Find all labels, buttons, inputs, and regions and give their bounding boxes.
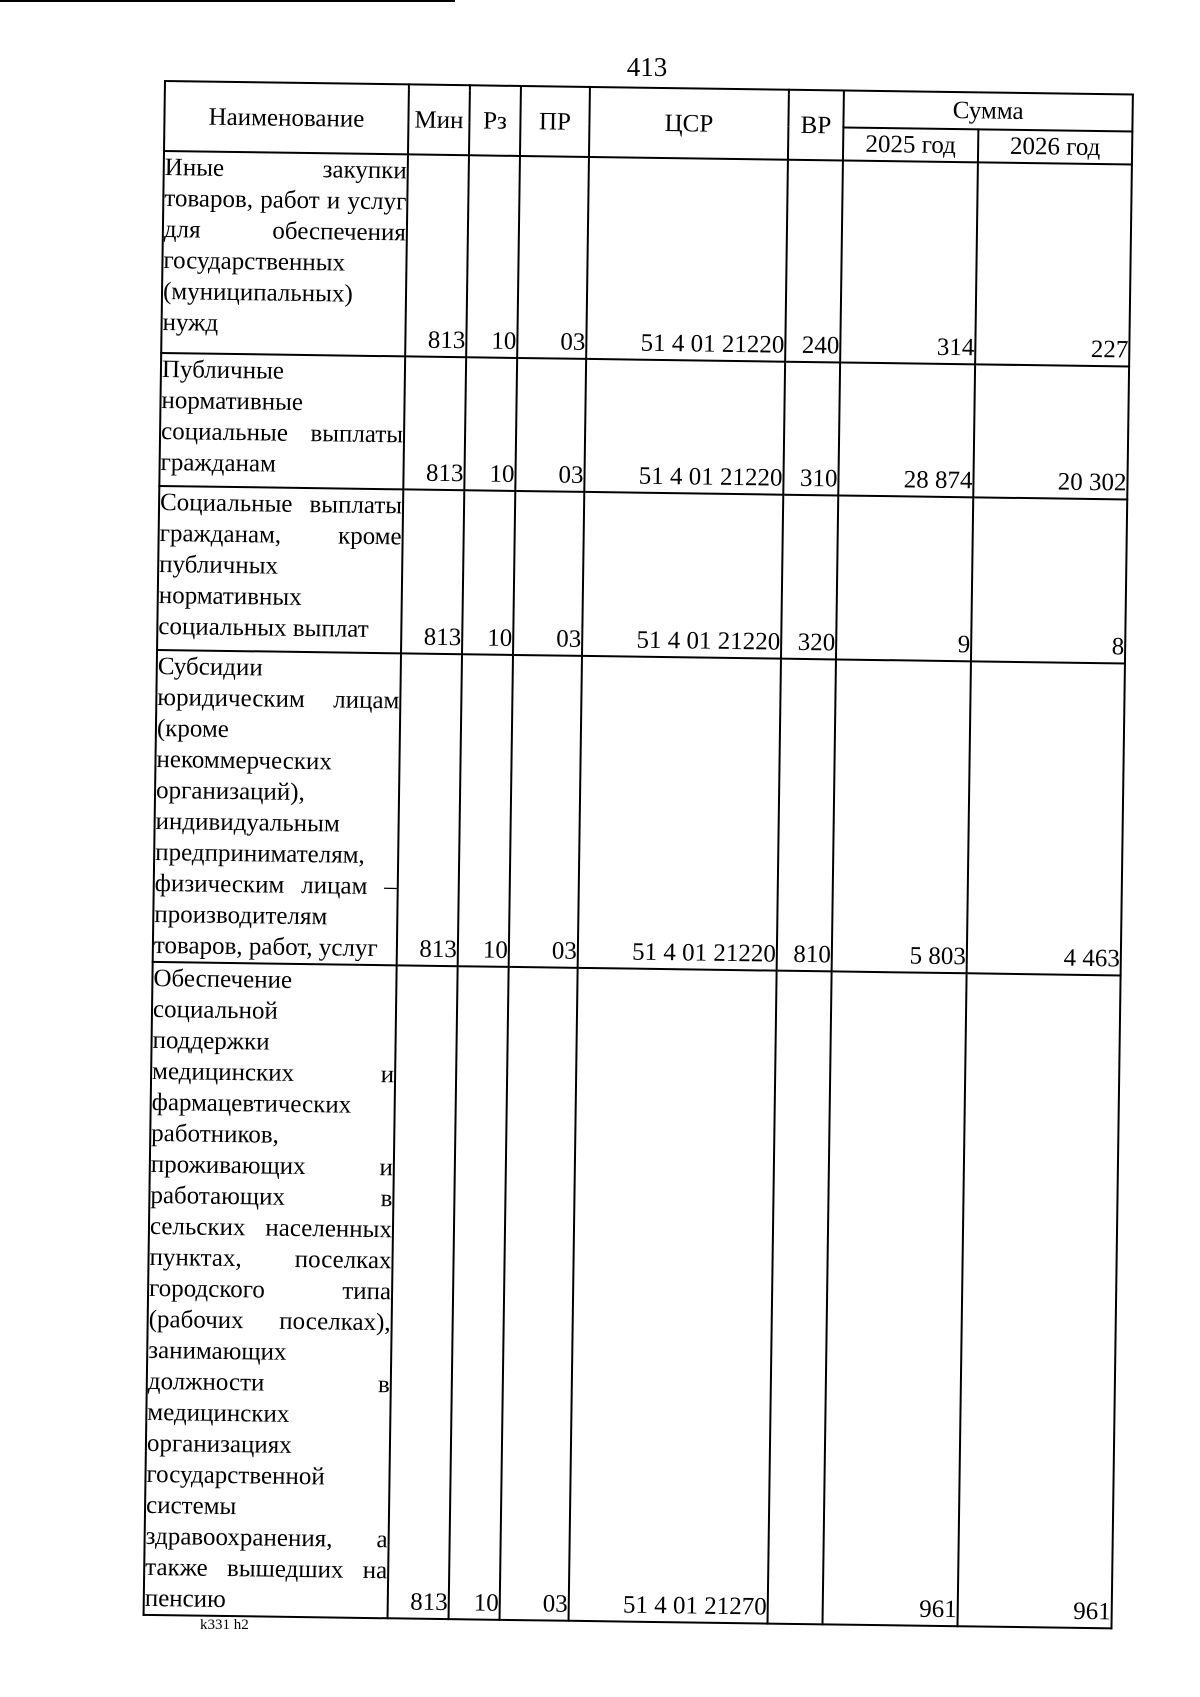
table-row: [161, 151, 1132, 366]
row-vr: 810: [777, 659, 836, 972]
row-vr: 320: [781, 495, 838, 660]
table-row: [159, 353, 1129, 500]
row-pr: 03: [517, 156, 589, 359]
row-sum-2026: 8: [971, 497, 1127, 663]
header-name: Наименование: [164, 81, 409, 154]
row-rz: 10: [466, 155, 520, 358]
row-pr: 03: [500, 967, 578, 1621]
row-csr: 51 4 01 21220: [584, 359, 785, 495]
row-rz: 10: [458, 654, 513, 967]
header-year-2025: 2025 год: [843, 127, 978, 162]
row-sum-2025: 9: [836, 495, 973, 661]
row-rz: 10: [462, 490, 515, 655]
header-summa: Сумма: [843, 90, 1133, 131]
row-sum-2026: 961: [957, 973, 1120, 1628]
budget-table: [143, 80, 1134, 1629]
row-min: 813: [388, 965, 458, 1619]
row-name: Социальные выплаты гражданам, кроме публичных нормативных социальных выплат: [157, 486, 403, 653]
footer-code: k331 h2: [200, 1617, 249, 1633]
budget-sheet: [143, 80, 1134, 1629]
row-pr: 03: [513, 491, 584, 656]
row-pr: 03: [509, 655, 582, 968]
row-csr: 51 4 01 21220: [586, 157, 788, 362]
header-pr: ПР: [520, 86, 590, 157]
row-sum-2026: 227: [975, 162, 1132, 366]
row-sum-2025: 5 803: [832, 659, 971, 973]
row-min: 813: [397, 653, 462, 966]
row-rz: 10: [464, 357, 517, 491]
page-number: 413: [626, 52, 668, 82]
row-min: 813: [401, 489, 464, 654]
row-name: Публичные нормативные социальные выплаты гражданам: [159, 353, 405, 489]
row-rz: 10: [449, 966, 509, 1620]
row-sum-2025: 961: [823, 971, 967, 1626]
row-csr: 51 4 01 21220: [578, 656, 781, 971]
row-vr: 310: [783, 362, 840, 496]
row-name: Субсидии юридическим лицам (кроме некоммерческих организаций), индивидуальным предпринимателям, физическим лицам – производителям товаров, работ, услуг: [153, 650, 401, 965]
row-csr: 51 4 01 21270: [569, 968, 777, 1624]
header-min: Мин: [408, 84, 470, 155]
row-sum-2025: 314: [840, 160, 978, 364]
row-csr: 51 4 01 21220: [582, 492, 783, 659]
header-csr: ЦСР: [589, 87, 789, 160]
row-pr: 03: [515, 358, 586, 492]
table-row: [157, 486, 1127, 663]
row-name: Иные закупки товаров, работ и услуг для обеспечения государственных (муниципальных) нужд: [161, 151, 408, 356]
header-year-2026: 2026 год: [978, 129, 1132, 164]
table-row: [144, 962, 1121, 1628]
row-min: 813: [403, 356, 466, 490]
row-name: Обеспечение социальной поддержки медицинских и фармацевтических работников, проживающих и работающих в сельских населенных пунктах, поселках городского типа (рабочих поселках), занимающих должности в медицинских организациях государственной системы здравоохранения, а также вышедших на пенсию: [144, 962, 397, 1618]
table-row: [153, 650, 1125, 975]
scan-edge-line: [0, 0, 455, 2]
header-vr: ВР: [788, 90, 844, 161]
row-min: 813: [405, 154, 469, 357]
row-sum-2025: 28 874: [838, 362, 975, 497]
row-sum-2026: 20 302: [973, 364, 1129, 499]
row-vr: [768, 971, 832, 1625]
row-sum-2026: 4 463: [967, 661, 1125, 975]
header-rz: Рз: [469, 85, 521, 156]
row-vr: 240: [785, 160, 843, 363]
